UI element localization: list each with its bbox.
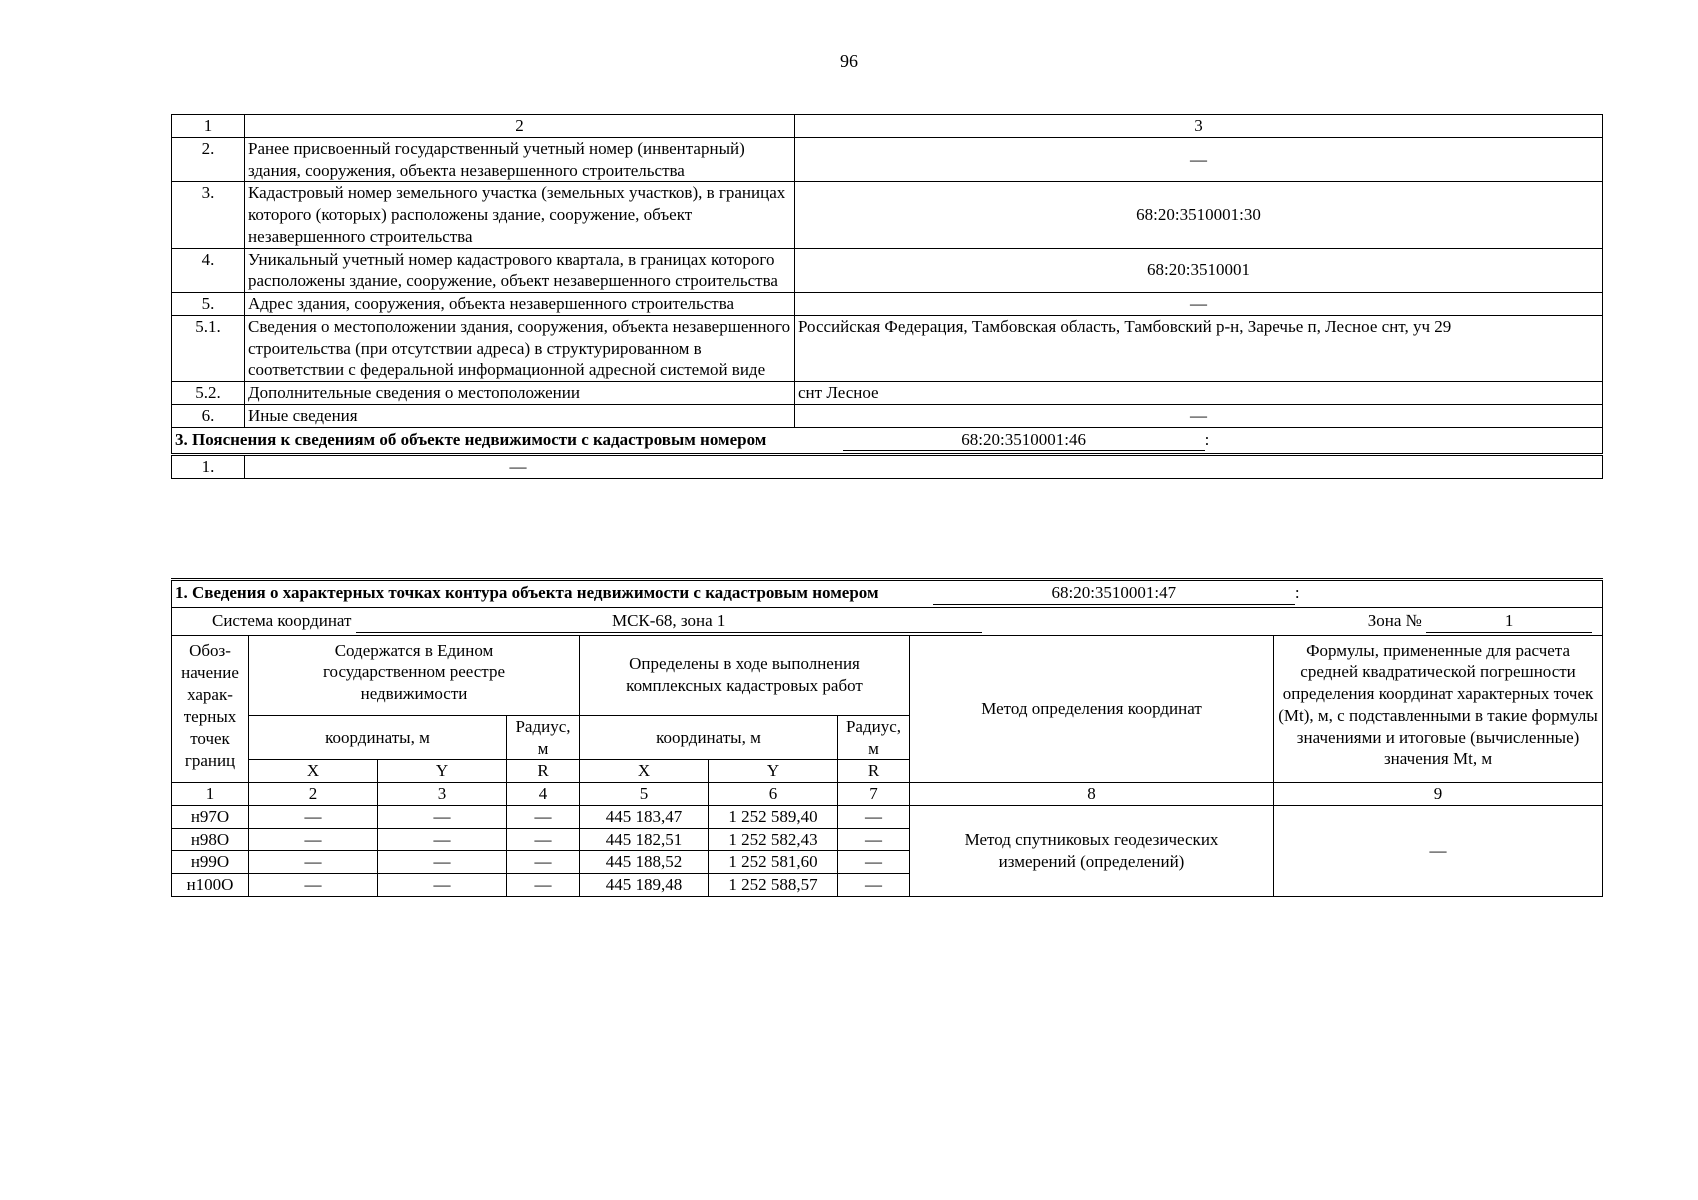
column-number: 2 [249, 783, 378, 806]
x-egrn: — [249, 851, 378, 874]
row-number: 3. [172, 182, 245, 248]
section3-row [172, 455, 1603, 479]
header-egrn-y: Y [378, 760, 507, 783]
header-cell: 1 [172, 115, 245, 138]
column-number: 5 [580, 783, 709, 806]
row-label: Иные сведения [245, 404, 795, 427]
row-value: 68:20:3510001 [795, 248, 1603, 293]
column-number: 9 [1274, 783, 1603, 806]
column-number: 6 [709, 783, 838, 806]
points-table [171, 578, 1603, 897]
row-number: 4. [172, 248, 245, 293]
x-coord: 445 183,47 [580, 805, 709, 828]
section1-cadastral-number: 68:20:3510001:47 [933, 582, 1295, 605]
row-value: — [795, 293, 1603, 316]
y-egrn: — [378, 805, 507, 828]
header-kkr-x: X [580, 760, 709, 783]
row-label: Уникальный учетный номер кадастрового квартала, в границах которого расположены здание, сооружение, объект незавершенного строительства [245, 248, 795, 293]
x-egrn: — [249, 805, 378, 828]
header-egrn-x: X [249, 760, 378, 783]
header-egrn-radius: Радиус, м [507, 715, 580, 760]
header-egrn: Содержатся в Едином государственном реестре недвижимости [249, 635, 580, 715]
formula-value: — [1274, 805, 1603, 896]
section1-colon: : [1294, 583, 1300, 602]
table-row [172, 404, 1603, 427]
row-number: 5.2. [172, 382, 245, 405]
row-value: — [795, 404, 1603, 427]
section3-cadastral-number: 68:20:3510001:46 [843, 429, 1205, 452]
section3-title-row [172, 427, 1603, 455]
point-id: н99О [172, 851, 249, 874]
section1-title [172, 580, 1603, 608]
header-cell: 2 [245, 115, 795, 138]
y-coord: 1 252 582,43 [709, 828, 838, 851]
row-number: 5.1. [172, 315, 245, 381]
header-kkr-y: Y [709, 760, 838, 783]
x-egrn: — [249, 828, 378, 851]
y-coord: 1 252 589,40 [709, 805, 838, 828]
y-coord: 1 252 581,60 [709, 851, 838, 874]
coord-system-value: МСК-68, зона 1 [356, 610, 982, 633]
header-kkr-coords: координаты, м [580, 715, 838, 760]
coord-system-label: Система координат [212, 610, 352, 630]
column-numbers-row [172, 783, 1603, 806]
row-value [245, 455, 1603, 479]
zone-label: Зона № [1367, 610, 1422, 630]
header-kkr-radius: Радиус, м [838, 715, 910, 760]
header-kkr: Определены в ходе выполнения комплексных кадастровых работ [580, 635, 910, 715]
table-row [172, 382, 1603, 405]
row-number: 2. [172, 137, 245, 182]
x-egrn: — [249, 874, 378, 897]
radius: — [838, 874, 910, 897]
r-egrn: — [507, 805, 580, 828]
column-number: 1 [172, 783, 249, 806]
point-id: н98О [172, 828, 249, 851]
coord-system-row [172, 607, 1603, 635]
section1-title-row [172, 580, 1603, 608]
table-row [172, 293, 1603, 316]
r-egrn: — [507, 828, 580, 851]
header-kkr-r: R [838, 760, 910, 783]
row-value: снт Лесное [795, 382, 1603, 405]
row-label: Адрес здания, сооружения, объекта незавершенного строительства [245, 293, 795, 316]
table-row [172, 137, 1603, 182]
row-number: 6. [172, 404, 245, 427]
y-egrn: — [378, 874, 507, 897]
section3-title [172, 427, 1603, 455]
section3-title-text: 3. Пояснения к сведениям об объекте недвижимости с кадастровым номером [175, 429, 767, 449]
header-row-1 [172, 635, 1603, 715]
header-egrn-r: R [507, 760, 580, 783]
column-number: 4 [507, 783, 580, 806]
table-row [172, 315, 1603, 381]
x-coord: 445 188,52 [580, 851, 709, 874]
row-label: Сведения о местоположении здания, сооружения, объекта незавершенного строительства (при отсутствии адреса) в структурированном в соответствии с федеральной информационной адресной системой виде [245, 315, 795, 381]
header-cell: 3 [795, 115, 1603, 138]
section1-title-text: 1. Сведения о характерных точках контура объекта недвижимости с кадастровым номером [175, 583, 879, 602]
coord-system-cell [172, 607, 1603, 635]
row-number: 5. [172, 293, 245, 316]
header-method: Метод определения координат [910, 635, 1274, 783]
point-id: н100О [172, 874, 249, 897]
row-value: 68:20:3510001:30 [795, 182, 1603, 248]
column-number: 3 [378, 783, 507, 806]
row-label: Кадастровый номер земельного участка (земельных участков), в границах которого (которых) расположены здание, сооружение, объект незавершенного строительства [245, 182, 795, 248]
table-row [172, 805, 1603, 828]
method-value: Метод спутниковых геодезических измерений (определений) [910, 805, 1274, 896]
table-row [172, 248, 1603, 293]
page-number: 96 [840, 51, 858, 71]
r-egrn: — [507, 851, 580, 874]
section3-value: — [509, 457, 527, 477]
section3-colon: : [1204, 429, 1210, 449]
row-value: — [795, 137, 1603, 182]
point-id: н97О [172, 805, 249, 828]
header-formulas: Формулы, примененные для расчета средней квадратической погрешности определения координат характерных точек (Mt), м, с подставленными в такие формулы значениями и итоговые (вычисленные) значения Mt, м [1274, 635, 1603, 783]
column-number: 8 [910, 783, 1274, 806]
table-row [172, 182, 1603, 248]
object-info-table [171, 114, 1603, 479]
row-value: Российская Федерация, Тамбовская область, Тамбовский р-н, Заречье п, Лесное снт, уч 29 [795, 315, 1603, 381]
x-coord: 445 182,51 [580, 828, 709, 851]
zone [1368, 610, 1592, 633]
row-label: Дополнительные сведения о местоположении [245, 382, 795, 405]
y-egrn: — [378, 851, 507, 874]
column-number: 7 [838, 783, 910, 806]
radius: — [838, 828, 910, 851]
header-point-designation: Обоз-начение харак-терных точек границ [172, 635, 249, 783]
y-egrn: — [378, 828, 507, 851]
header-egrn-coords: координаты, м [249, 715, 507, 760]
radius: — [838, 851, 910, 874]
y-coord: 1 252 588,57 [709, 874, 838, 897]
row-label: Ранее присвоенный государственный учетный номер (инвентарный) здания, сооружения, объекта незавершенного строительства [245, 137, 795, 182]
row-number: 1. [172, 455, 245, 479]
r-egrn: — [507, 874, 580, 897]
radius: — [838, 805, 910, 828]
table-header-row [172, 115, 1603, 138]
x-coord: 445 189,48 [580, 874, 709, 897]
zone-value: 1 [1426, 610, 1592, 633]
